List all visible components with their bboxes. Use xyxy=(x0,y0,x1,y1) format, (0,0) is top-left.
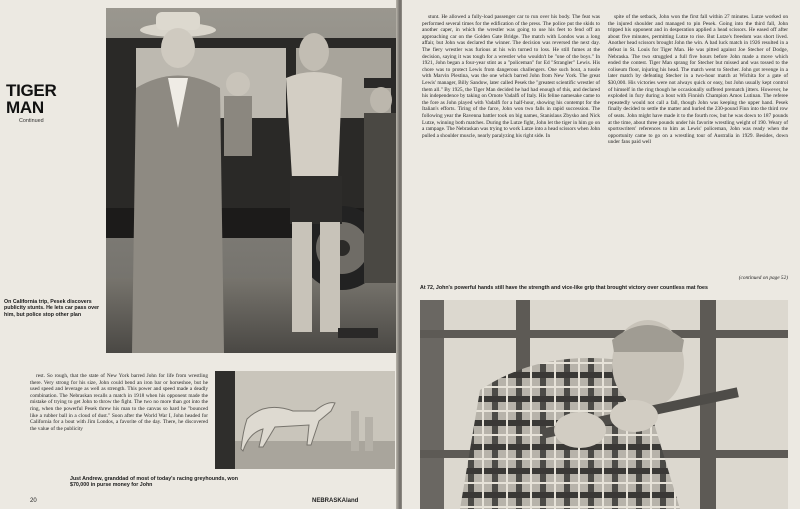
magazine-name xyxy=(312,498,358,504)
continued-note-text: (continued on page 52) xyxy=(738,275,788,281)
magazine-name-text: NEBRASKAland xyxy=(312,498,359,504)
article-title-continued: Continued xyxy=(19,118,44,124)
article-title: TIGER MAN xyxy=(6,81,57,117)
right-article-column-1: stunt. He allowed a fully-load passenger car to run over his body. The feat was performed several times for the edification of the press. The police put the skids to another caper, in which the wrestler was going to use his feet to fend off an approaching car on the Golden Gate Bridge. The match with Londos was a long affair, but John was declared the winner. The decision was reversed the next day. The fiery wrestler was furious at his win turned to loss. He still fumes at the decision, saying it was tough for a wrestler who wouldn't be "one of the boys." In 1921, John began a four-year stint as a "policeman" for Ed "Strangler" Lewis. His chore was to protect Lewis from dangerous challengers. One such bout, a tussle with Marvin Plestina, was the one which barred John from New York. The great Lewis' manager, Billy Sandow, later called Pesek the "greatest scientific wrestler of them all." By 1925, the Tiger Man decided he had had enough of this, and declared his independence by taking on Ornote Vadalfi of Italy. His feline namesake came to the fore as John played with Vadalfi for a half-hour, showing his contempt for the Italian's efforts. Tiring of the farce, John won two falls in rapid succession. The following year the Ravenna battler took on big names, Stanislaus Zbysko and Nick Lutze, winning both matches. During the Lutze fight, John let the tiger in him go on a rampage. The Nebraskan was trying to work Lutze into a head scissors when John pulled a shoulder muscle, nearly paralyzing his right side. In xyxy=(422,14,600,139)
greyhound-caption: Just Andrew, granddad of most of today's racing greyhounds, won $70,000 in purse money for John xyxy=(70,476,239,489)
left-page xyxy=(0,0,398,509)
hands-photo xyxy=(420,300,788,509)
greyhound-image xyxy=(215,371,395,469)
continued-note xyxy=(702,275,788,282)
hands-caption: At 72, John's powerful hands still have the strength and vice-like grip that brought victory over countless mat foes xyxy=(420,285,708,291)
plaid-shirt-hands-image xyxy=(420,300,788,509)
page-number: 20 xyxy=(30,498,37,504)
left-bottom-article: rest. So rough, that the state of New York barred John for life from wrestling there. Very strong for his size, John could bend an iron bar or horseshoe, but he used speed and leverage as well as strength. This power and speed made a deadly combination. The Nebraskan recalls a match in 1918 when his opponent made the mistake of trying to get John to throw the fight. The two no more than got into the ring, when the powerful Pesek threw his man to the canvas so hard he "bounced like a rubber ball in a cloud of dust." Soon after the World War I, John headed for California for a bout with Jim Londos, a favorite of the day. There, he discovered the value of the publicity xyxy=(30,373,208,432)
car-and-wrestler-image xyxy=(106,8,398,353)
right-article-column-2: spite of the setback, John won the first fall within 27 minutes. Lutze worked on the injured shoulder and managed to pin Pesek. Going into the third fall, John tripped his opponent and in desperation applied a head scissors. He eased off after about five minutes, permitting Lutze to rise. But Lutze's freedom was short lived. Another head scissors brought John the win. A bad luck match in 1926 resulted in a defeat in St. Louis for Tiger Man. He was pitted against Joe Stecher of Dodge, Nebraska. The two struggled a full five hours before John made a move which ended the contest. Tiger Man sprang for Stecher but missed and was tossed to the coliseum floor, injuring his head. The match went to Stecher. John got revenge in a later match by defeating Stecher in a two-hour match at Wichita for a gate of $30,000. His victories were not always quick or easy, but John usually kept control of himself in the ring though he occasionally suffered prematch jitters. However, he exploded in fury during a bout with Finnish Champion Amos Lutinan. The referee repeatedly would not call a fall, though John was keeping the upper hand. Pesek finally decided to settle the matter and hurled the 230-pound Finn into the third row of seats. John might have made it to the fourth row, but he was down to 187 pounds at the time, about three pounds under his favorite wrestling weight of 190. Weary of sportswriters' references to him as Lewis' policeman, John was ready when the opportunity came to go on a wrestling tour of Australia in 1929. Besides, down under fans paid well xyxy=(608,14,788,146)
right-page xyxy=(402,0,800,509)
california-photo xyxy=(106,8,398,353)
greyhound-photo xyxy=(215,371,395,469)
california-caption: On California trip, Pesek discovers publicity stunts. He lets car pass over him, but police stop other plan xyxy=(4,299,100,318)
